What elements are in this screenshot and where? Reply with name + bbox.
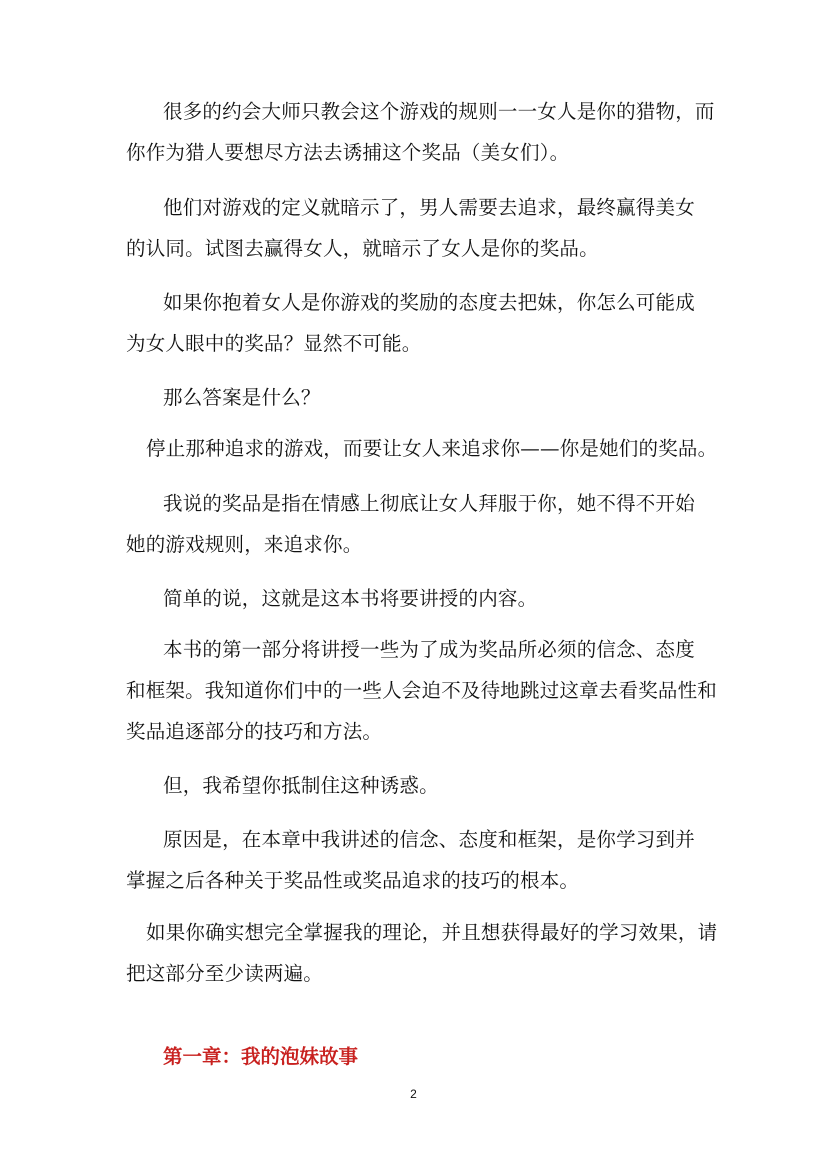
paragraph-10-line-1: 原因是，在本章中我讲述的信念、态度和框架，是你学习到并 [163,828,695,851]
paragraph-1-line-1: 很多的约会大师只教会这个游戏的规则一一女人是你的猎物，而 [163,100,715,123]
paragraph-2-line-1: 他们对游戏的定义就暗示了，男人需要去追求，最终赢得美女 [163,196,695,219]
paragraph-5-line-1: 停止那种追求的游戏，而要让女人来追求你——你是她们的奖品。 [146,437,718,460]
paragraph-8-line-3: 奖品追逐部分的技巧和方法。 [126,720,383,743]
paragraph-1-line-2: 你作为猎人要想尽方法去诱捕这个奖品（美女们）。 [126,141,570,164]
paragraph-7-line-1: 简单的说，这就是这本书将要讲授的内容。 [163,587,538,610]
paragraph-2-line-2: 的认同。试图去赢得女人，就暗示了女人是你的奖品。 [126,237,599,260]
paragraph-8-line-2: 和框架。我知道你们中的一些人会迫不及待地跳过这章去看奖品性和 [126,679,718,702]
paragraph-8-line-1: 本书的第一部分将讲授一些为了成为奖品所必须的信念、态度 [163,638,695,661]
paragraph-3-line-1: 如果你抱着女人是你游戏的奖励的态度去把妹，你怎么可能成 [163,291,695,314]
paragraph-11-line-1: 如果你确实想完全掌握我的理论，并且想获得最好的学习效果，请 [146,921,718,944]
page-number: 2 [410,1087,417,1101]
paragraph-6-line-2: 她的游戏规则，来追求你。 [126,533,363,556]
paragraph-10-line-2: 掌握之后各种关于奖品性或奖品追求的技巧的根本。 [126,869,580,892]
paragraph-9-line-1: 但，我希望你抵制住这种诱惑。 [163,774,439,797]
paragraph-3-line-2: 为女人眼中的奖品？显然不可能。 [126,332,422,355]
paragraph-6-line-1: 我说的奖品是指在情感上彻底让女人拜服于你，她不得不开始 [163,492,695,515]
paragraph-4-line-1: 那么答案是什么？ [163,386,321,409]
chapter-heading: 第一章：我的泡妹故事 [163,1045,359,1068]
paragraph-11-line-2: 把这部分至少读两遍。 [126,962,324,985]
